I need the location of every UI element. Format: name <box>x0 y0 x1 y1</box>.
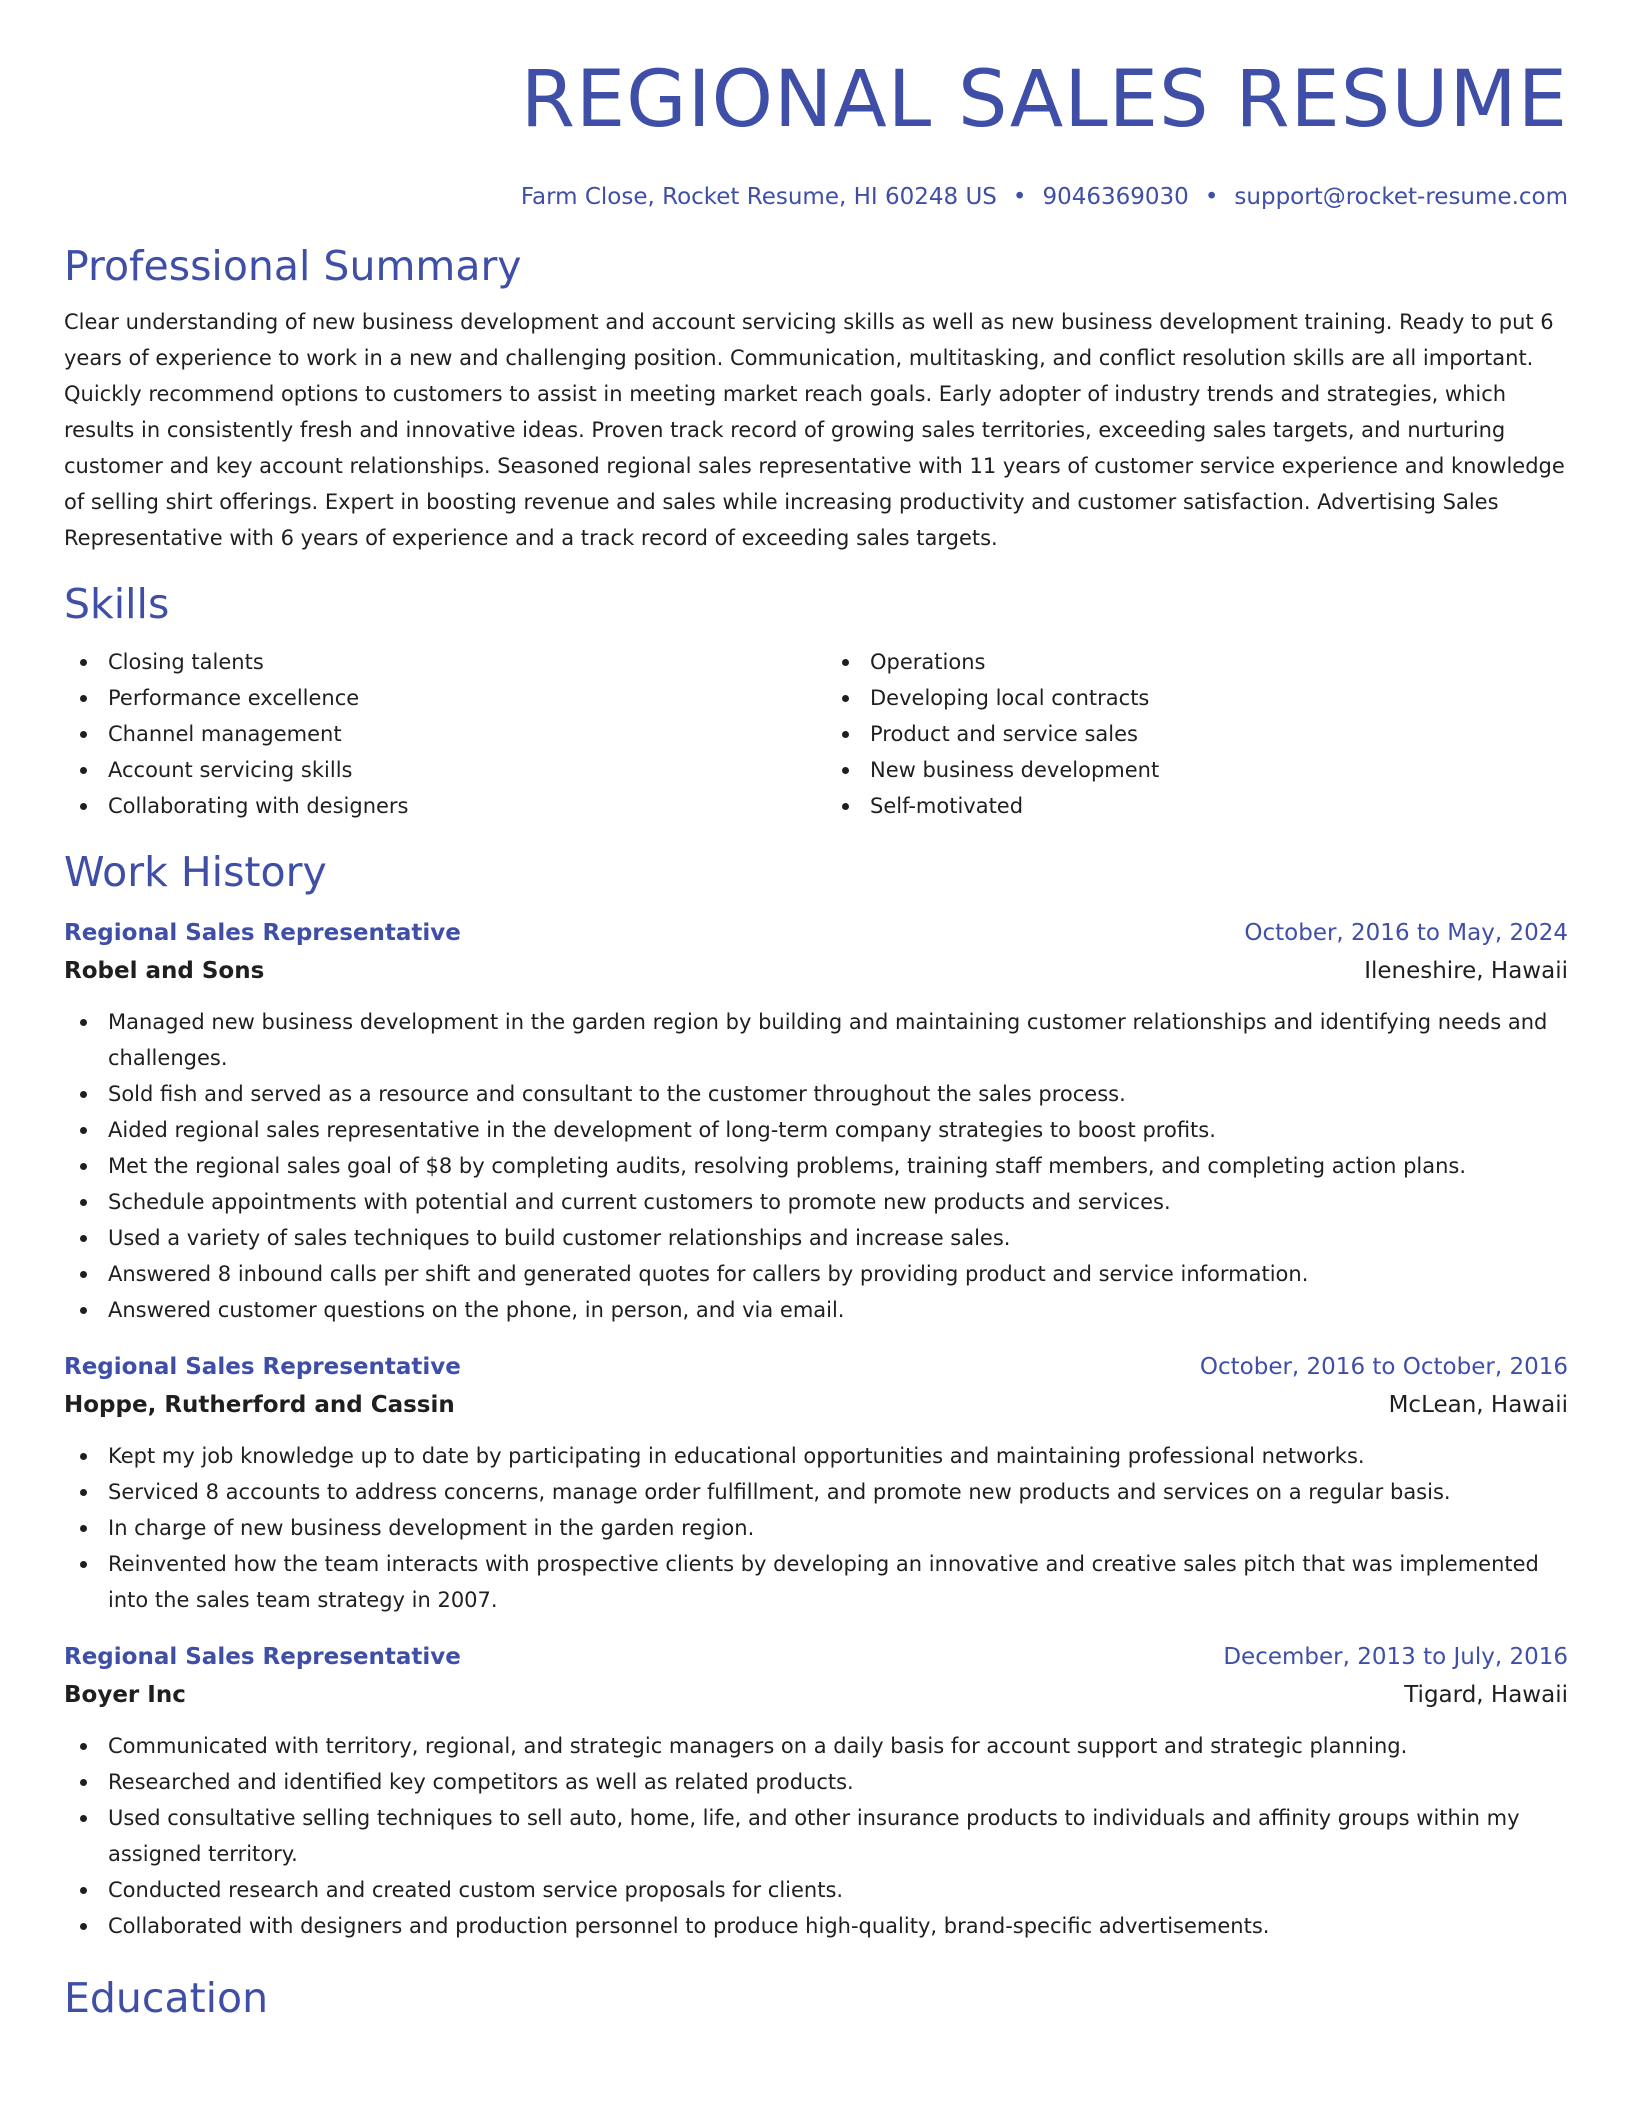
bullet-dot-icon <box>842 695 849 702</box>
skill-item <box>64 680 806 716</box>
bullet-text: Aided regional sales representative in the development of long-term company strategies to boost profits. <box>108 1118 1216 1142</box>
resume-page <box>64 0 1568 2024</box>
bullet-dot-icon <box>80 731 87 738</box>
job-location: Ileneshire, Hawaii <box>1364 958 1568 984</box>
job-bullet <box>64 1474 1568 1510</box>
skill-item <box>826 716 1568 752</box>
job-location: Tigard, Hawaii <box>1404 1682 1568 1708</box>
bullet-dot-icon <box>80 1307 87 1314</box>
bullet-dot-icon <box>842 803 849 810</box>
job-bullet <box>64 1872 1568 1908</box>
skills-column-left <box>64 644 806 824</box>
job-bullet <box>64 1546 1568 1618</box>
skills-grid <box>64 644 1568 824</box>
job-title-row <box>64 914 1568 952</box>
bullet-text: Channel management <box>108 722 342 746</box>
bullet-dot-icon <box>80 1235 87 1242</box>
bullet-dot-icon <box>80 767 87 774</box>
job-bullet <box>64 1438 1568 1474</box>
bullet-dot-icon <box>80 1923 87 1930</box>
contact-line <box>64 182 1568 212</box>
contact-address: Farm Close, Rocket Resume, HI 60248 US <box>520 184 997 210</box>
job-company: Hoppe, Rutherford and Cassin <box>64 1392 455 1418</box>
bullet-text: Used a variety of sales techniques to build customer relationships and increase sales. <box>108 1226 1011 1250</box>
bullet-dot-icon <box>80 1127 87 1134</box>
bullet-dot-icon <box>80 695 87 702</box>
bullet-dot-icon <box>842 767 849 774</box>
job-dates: December, 2013 to July, 2016 <box>1223 1644 1568 1670</box>
bullet-text: Answered 8 inbound calls per shift and generated quotes for callers by providing product and service information. <box>108 1262 1309 1286</box>
skill-item <box>826 788 1568 824</box>
summary-text: Clear understanding of new business development and account servicing skills as well as new business development training. Ready to put 6 years of experience to work in a new and challenging position. Communication, multitasking, and conflict resolution skills are all important. Quickly recommend options to customers to assist in meeting market reach goals. Early adopter of industry trends and strategies, which results in consistently fresh and innovative ideas. Proven track record of growing sales territories, exceeding sales targets, and nurturing customer and key account relationships. Seasoned regional sales representative with 11 years of customer service experience and knowledge of selling shirt offerings. Expert in boosting revenue and sales while increasing productivity and customer satisfaction. Advertising Sales Representative with 6 years of experience and a track record of exceeding sales targets. <box>64 310 1565 550</box>
job-title: Regional Sales Representative <box>64 1354 461 1380</box>
bullet-dot-icon <box>80 1815 87 1822</box>
job-bullet <box>64 1764 1568 1800</box>
bullet-dot-icon <box>80 1489 87 1496</box>
contact-separator: • <box>1012 184 1027 210</box>
bullet-text: In charge of new business development in the garden region. <box>108 1516 755 1540</box>
bullet-text: Operations <box>870 650 986 674</box>
bullet-text: Account servicing skills <box>108 758 353 782</box>
bullet-dot-icon <box>80 1163 87 1170</box>
bullet-text: Closing talents <box>108 650 264 674</box>
skills-heading: Skills <box>64 580 170 628</box>
job-bullet <box>64 1292 1568 1328</box>
work-history-heading: Work History <box>64 848 327 896</box>
job-entry <box>64 1638 1568 1944</box>
bullet-dot-icon <box>80 1779 87 1786</box>
job-title-row <box>64 1348 1568 1386</box>
skill-item <box>826 752 1568 788</box>
job-bullet <box>64 1076 1568 1112</box>
job-company-row <box>64 1386 1568 1424</box>
job-bullet <box>64 1220 1568 1256</box>
bullet-text: Met the regional sales goal of $8 by completing audits, resolving problems, training staff members, and completing action plans. <box>108 1154 1467 1178</box>
job-company: Robel and Sons <box>64 958 265 984</box>
job-bullet <box>64 1148 1568 1184</box>
skill-item <box>64 644 806 680</box>
bullet-dot-icon <box>80 1561 87 1568</box>
bullet-dot-icon <box>80 1019 87 1026</box>
bullet-text: Self-motivated <box>870 794 1024 818</box>
bullet-dot-icon <box>80 1271 87 1278</box>
bullet-dot-icon <box>80 1887 87 1894</box>
job-bullet <box>64 1004 1568 1076</box>
job-bullet <box>64 1800 1568 1872</box>
job-bullet <box>64 1112 1568 1148</box>
bullet-text: Conducted research and created custom service proposals for clients. <box>108 1878 844 1902</box>
summary-heading: Professional Summary <box>64 242 522 290</box>
bullet-dot-icon <box>80 803 87 810</box>
bullet-text: New business development <box>870 758 1160 782</box>
job-entry <box>64 914 1568 1328</box>
job-entry <box>64 1348 1568 1618</box>
contact-separator: • <box>1204 184 1219 210</box>
contact-email[interactable]: support@rocket-resume.com <box>1234 184 1568 210</box>
job-company-row <box>64 1676 1568 1714</box>
bullet-text: Managed new business development in the garden region by building and maintaining customer relationships and identifying needs and challenges. <box>108 1010 1548 1070</box>
job-company-row <box>64 952 1568 990</box>
bullet-text: Performance excellence <box>108 686 360 710</box>
job-title-row <box>64 1638 1568 1676</box>
job-title: Regional Sales Representative <box>64 920 461 946</box>
resume-name: REGIONAL SALES RESUME <box>520 55 1568 145</box>
skill-item <box>64 752 806 788</box>
bullet-dot-icon <box>80 1453 87 1460</box>
job-bullet <box>64 1510 1568 1546</box>
bullet-text: Collaborated with designers and production personnel to produce high-quality, brand-specific advertisements. <box>108 1914 1270 1938</box>
education-heading: Education <box>64 1974 269 2022</box>
bullet-text: Used consultative selling techniques to sell auto, home, life, and other insurance products to individuals and affinity groups within my assigned territory. <box>108 1806 1520 1866</box>
job-bullet-list <box>64 1728 1568 1944</box>
bullet-text: Communicated with territory, regional, and strategic managers on a daily basis for account support and strategic planning. <box>108 1734 1408 1758</box>
skill-item <box>64 788 806 824</box>
job-dates: October, 2016 to May, 2024 <box>1244 920 1568 946</box>
bullet-text: Collaborating with designers <box>108 794 409 818</box>
bullet-dot-icon <box>80 659 87 666</box>
bullet-dot-icon <box>80 1199 87 1206</box>
bullet-dot-icon <box>80 1743 87 1750</box>
skill-item <box>826 644 1568 680</box>
bullet-text: Schedule appointments with potential and current customers to promote new products and services. <box>108 1190 1171 1214</box>
bullet-text: Researched and identified key competitors as well as related products. <box>108 1770 854 1794</box>
bullet-text: Product and service sales <box>870 722 1138 746</box>
job-location: McLean, Hawaii <box>1388 1392 1568 1418</box>
job-bullet-list <box>64 1438 1568 1618</box>
job-company: Boyer Inc <box>64 1682 186 1708</box>
job-title: Regional Sales Representative <box>64 1644 461 1670</box>
skill-item <box>64 716 806 752</box>
skill-item <box>826 680 1568 716</box>
bullet-text: Developing local contracts <box>870 686 1150 710</box>
job-dates: October, 2016 to October, 2016 <box>1199 1354 1568 1380</box>
bullet-dot-icon <box>842 659 849 666</box>
bullet-text: Reinvented how the team interacts with prospective clients by developing an innovative and creative sales pitch that was implemented into the sales team strategy in 2007. <box>108 1552 1539 1612</box>
job-bullet-list <box>64 1004 1568 1328</box>
job-bullet <box>64 1256 1568 1292</box>
bullet-dot-icon <box>842 731 849 738</box>
bullet-dot-icon <box>80 1091 87 1098</box>
bullet-text: Kept my job knowledge up to date by participating in educational opportunities and maintaining professional networks. <box>108 1444 1365 1468</box>
bullet-text: Sold fish and served as a resource and consultant to the customer throughout the sales process. <box>108 1082 1126 1106</box>
skills-column-right <box>826 644 1568 824</box>
bullet-dot-icon <box>80 1525 87 1532</box>
bullet-text: Serviced 8 accounts to address concerns, manage order fulfillment, and promote new products and services on a regular basis. <box>108 1480 1451 1504</box>
work-history-list <box>64 914 1568 1944</box>
contact-phone: 9046369030 <box>1042 184 1189 210</box>
job-bullet <box>64 1184 1568 1220</box>
job-bullet <box>64 1728 1568 1764</box>
job-bullet <box>64 1908 1568 1944</box>
bullet-text: Answered customer questions on the phone, in person, and via email. <box>108 1298 845 1322</box>
